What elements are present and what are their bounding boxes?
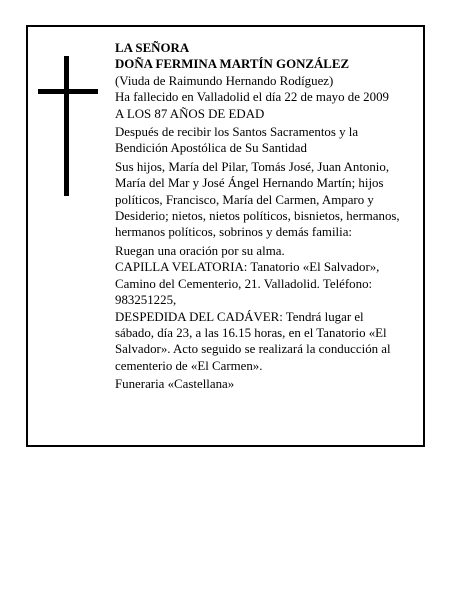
farewell-line-4: cementerio de «El Carmen». [115,358,263,373]
prayer-line: Ruegan una oración por su alma. [115,243,285,258]
farewell-line-3: Salvador». Acto seguido se realizará la conducción al [115,342,391,357]
sacraments-line-2: Bendición Apostólica de Su Santidad [115,141,307,156]
cross-vertical-bar [64,56,69,196]
family-line-1: Sus hijos, María del Pilar, Tomás José, Juan Antonio, [115,159,390,174]
family-line-2: María del Mar y José Ángel Hernando Martín; hijos [115,176,384,191]
farewell-line-2: sábado, día 23, a las 16.15 horas, en el Tanatorio «El [115,325,387,340]
notice-text [115,40,415,393]
family-line-4: Desiderio; nietos, nietos políticos, bisnietos, hermanos, [115,209,400,224]
chapel-line-3: 983251225, [115,293,177,308]
cross-horizontal-bar [38,89,98,94]
chapel-line-2: Camino del Cementerio, 21. Valladolid. Teléfono: [115,276,373,291]
funeral-home: Funeraria «Castellana» [115,377,235,392]
latin-cross-icon [38,56,98,196]
death-line: Ha fallecido en Valladolid el día 22 de mayo de 2009 [115,90,389,105]
age-line: A LOS 87 AÑOS DE EDAD [115,106,265,121]
deceased-name: DOÑA FERMINA MARTÍN GONZÁLEZ [115,57,350,72]
widow-line: (Viuda de Raimundo Hernando Rodíguez) [115,73,334,88]
chapel-line-1: CAPILLA VELATORIA: Tanatorio «El Salvador», [115,260,380,275]
title-line: LA SEÑORA [115,41,190,55]
farewell-line-1: DESPEDIDA DEL CADÁVER: Tendrá lugar el [115,309,364,324]
family-line-5: hermanos políticos, sobrinos y demás familia: [115,225,353,240]
family-line-3: políticos, Francisco, María del Carmen, Amparo y [115,192,374,207]
sacraments-line-1: Después de recibir los Santos Sacramentos y la [115,125,359,140]
